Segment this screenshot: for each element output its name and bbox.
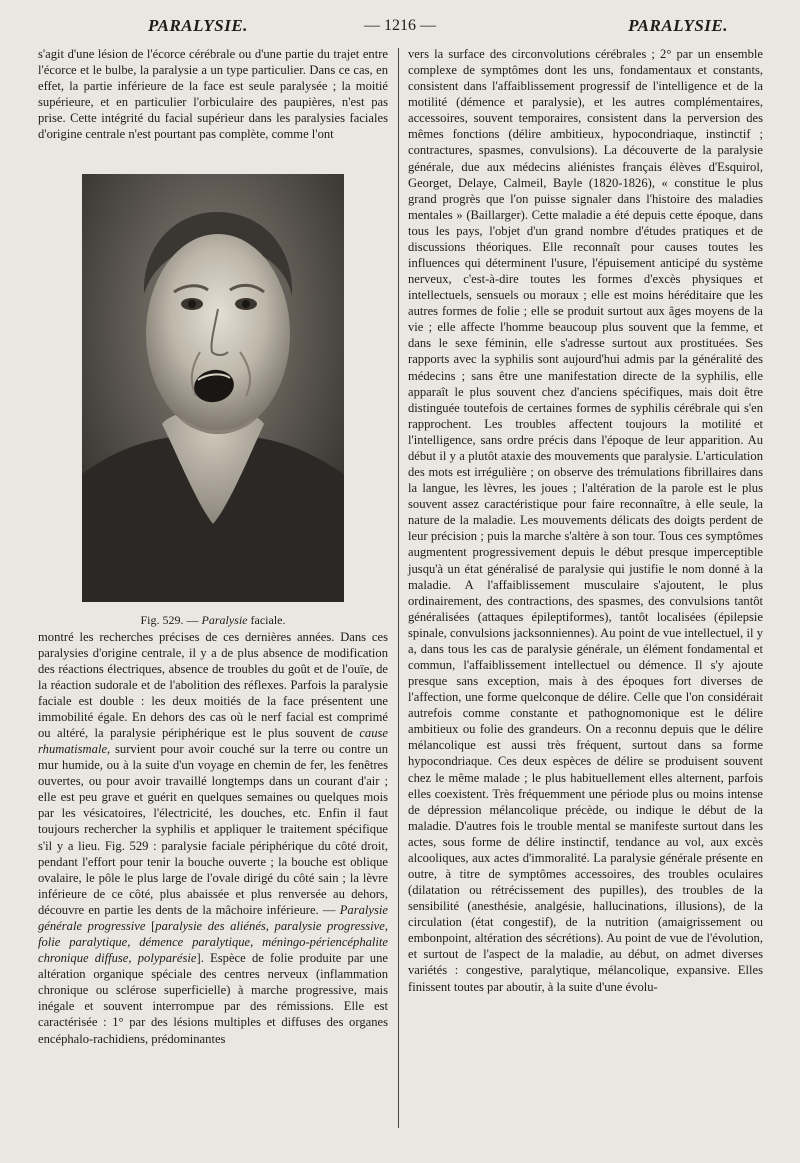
header-left-title: PARALYSIE.	[148, 16, 248, 35]
left-paragraph-bottom	[38, 629, 388, 1047]
figure-caption	[38, 612, 388, 628]
left-text-italic-term: Paralysie générale progressive	[38, 902, 388, 933]
right-column	[408, 46, 763, 995]
left-text-italic-synonyms: paralysie des aliénés, paralysie progressive, folie paralytique, démence paralytique, méningo-périencéphalite chronique diffuse, polyparésie	[38, 918, 388, 966]
page-number: — 1216 —	[364, 17, 436, 34]
right-paragraph: vers la surface des circonvolutions cérébrales ; 2° par un ensemble complexe de symptômes dont les uns, fondamentaux et constants, consistent dans l'affaiblissement progressif de l'intelligence et de la motilité (démence et paralysie), et les autres complémentaires, accessoires, souvent temporaires, consistent dans la perversion des mêmes fonctions (délire ambitieux, hypocondriaque, instinctif ; contractures, spasmes, convulsions). La découverte de la paralysie générale, due aux médecins aliénistes français élèves d'Esquirol, Georget, Delaye, Calmeil, Bayle (1820-1826), « constitue le plus grand progrès que l'on puisse signaler dans l'histoire des maladies mentales » (Baillarger). Cette maladie a été depuis cette époque, dans tous les pays, l'objet d'un grand nombre d'études pratiques et de discussions théoriques. Elle reconnaît pour causes toutes les influences qui déterminent l'usure, l'épuisement anticipé du système nerveux, c'est-à-dire toutes les formes d'excès physiques et intellectuels, sensuels ou moraux ; elle est moins héréditaire que les autres formes de folie ; elle se produit surtout aux âges moyens de la vie ; elle affecte l'homme beaucoup plus souvent que la femme, et dans le sexe féminin, elle s'adresse surtout aux prostituées. Ses rapports avec la syphilis sont aujourd'hui admis par la généralité des médecins ; sans être une manifestation directe de la syphilis, elle apparaît le plus souvent chez d'anciens spécifiques, mais doit être distinguée toutefois de certaines formes de syphilis cérébrale qui s'en rapprochent. Les troubles affectent toujours la motilité et l'intelligence, sans ordre précis dans l'époque de leur apparition. Au début il y a plutôt ataxie des mouvements que paralysie. L'articulation des mots est irrégulière ; on observe des trémulations fibrillaires dans la langue, les lèvres, les joues ; l'altération de la parole est le plus souvent assez caractéristique pour faire reconnaître, à elle seule, la nature de la maladie. Les mouvements délicats des doigts perdent de leur précision ; puis la marche s'altère à son tour. Tous ces symptômes augmentent progressivement depuis le début presque imperceptible jusqu'à un état généralisé de paralysie qui justifie le nom donné à la maladie. A l'affaiblissement musculaire s'ajoutent, le plus ordinairement, des contractions, des spasmes, des convulsions tantôt généralisées (attaques épileptiformes), tantôt localisées (épilepsie spinale, convulsions jacksonniennes). Au point de vue intellectuel, il y a, dans tous les cas de paralysie générale, un élément fondamental et commun, l'affaiblissement intellectuel ou démence. Il s'y ajoute presque sans exception, mais à des époques fort diverses de l'affection, une forme quelconque de délire. Celle que l'on considérait autrefois comme constante et pathognomonique est le délire ambitieux ou folie des grandeurs. On a reconnu depuis que le délire mélancolique est aussi très fréquent, surtout dans sa forme hypocondriaque. Ces deux espèces de délire se produisent souvent chez le même malade ; le plus habituellement elles alternent, parfois elles coexistent. Très fréquemment une période plus ou moins intense de dépression mélancolique précède, ou indique le début de la maladie. D'autres fois le trouble mental se manifeste surtout dans les actes, sous forme de délire instinctif, tendance au vol, aux excès alcooliques, aux actes d'immoralité. La paralysie générale présente en outre, à titre de symptômes accessoires, des troubles oculaires (dilatation ou rétrécissement des pupilles), des troubles de la sensibilité (anesthésie, analgésie, hallucinations, illusions), de la circulation (état congestif), de la nutrition (amaigrissement ou embonpoint, altération des sécrétions). Au point de vue de l'évolution, et surtout de l'aspect de la maladie, au début, on admet diverses variétés : congestive, paralytique, mélancolique, expansive. Elles finissent toutes par aboutir, à la suite d'une évolu-	[408, 47, 763, 994]
figure-529	[82, 174, 344, 602]
caption-dash: —	[183, 613, 202, 628]
left-text-c: [	[145, 918, 156, 933]
figure-photo	[82, 174, 344, 602]
caption-rest: faciale.	[247, 613, 286, 628]
caption-number: Fig. 529.	[140, 613, 184, 628]
running-header	[30, 16, 770, 42]
header-right-title: PARALYSIE.	[628, 16, 728, 35]
left-paragraph-top: s'agit d'une lésion de l'écorce cérébrale ou d'une partie du trajet entre l'écorce et le bulbe, la paralysie a un type particulier. Dans ce cas, en effet, la partie inférieure de la face est seule paralysée ; la moitié supérieure, et en particulier l'orbiculaire des paupières, n'est pas prise. Cette intégrité du facial supérieur dans les paralysies faciales d'origine centrale n'est pourtant pas complète, comme l'ont	[38, 47, 388, 142]
left-column	[38, 46, 388, 1047]
left-text-italic-cause: cause rhumatismale	[38, 726, 388, 757]
caption-title: Paralysie	[201, 613, 248, 628]
left-text-b: , survient pour avoir couché sur la terre ou contre un mur humide, ou à la suite d'un voyage en chemin de fer, les fenêtres ouvertes, ou pour avoir travaillé longtemps dans un courant d'air ; elle est peu grave et guérit en quelques semaines ou quelques mois par les vésicatoires, l'électricité, les douches, etc. Enfin il faut toujours rechercher la syphilis et appliquer le traitement spécifique s'il y a lieu. Fig. 529 : paralysie faciale périphérique du côté droit, pendant l'effort pour tenir la bouche ouverte ; la bouche est oblique ovalaire, le pôle le plus large de l'ovale dirigé du côté sain ; la lèvre inférieure de ce côté, plus abaissée et plus renversée au dehors, découvre en partie les dents de la mâchoire inférieure. —	[38, 742, 388, 917]
left-text-a: montré les recherches précises de ces dernières années. Dans ces paralysies d'origine centrale, il y a de plus absence de modification des réactions électriques, absence de troubles du goût et de l'ouïe, de la réaction sudorale et de l'abolition des réflexes. Parfois la paralysie faciale est double : les deux moitiés de la face présentent une immobilité égale. En dehors des cas où le nerf facial est comprimé ou altéré, la paralysie périphérique est le plus souvent de	[38, 629, 388, 741]
column-divider	[398, 48, 399, 1128]
left-text-d: ]. Espèce de folie produite par une altération organique spéciale des centres nerveux (inflammation chronique ou sclérose superficielle) à marche progressive, mais inégale et souvent interrompue par des rémissions. Elle est caractérisée : 1° par des lésions multiples et diffuses des organes encéphalo-rachidiens, prédominantes	[38, 951, 388, 1046]
